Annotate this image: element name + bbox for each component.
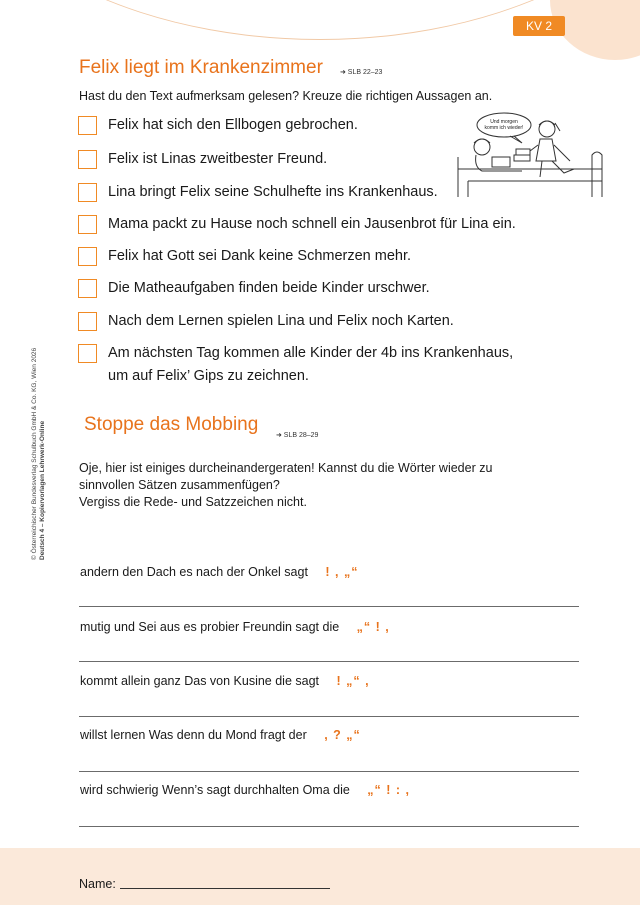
statement-text: Mama packt zu Hause noch schnell ein Jausenbrot für Lina ein. (108, 216, 516, 232)
scrambled-words: wird schwierig Wenn’s sagt durchhalten Oma die (80, 783, 350, 797)
statement-item (78, 150, 327, 171)
speech-bubble-line2: komm ich wieder! (484, 125, 524, 131)
series-line: Deutsch 4 – Kopiervorlagen Lehrwerk-Online (39, 420, 46, 560)
statement-text: Felix hat sich den Ellbogen gebrochen. (108, 117, 358, 133)
answer-line[interactable] (79, 771, 579, 772)
statement-checkbox[interactable] (78, 183, 97, 202)
statement-text: Lina bringt Felix seine Schulhefte ins Krankenhaus. (108, 184, 438, 200)
name-label: Name: (79, 877, 116, 891)
scrambled-words: mutig und Sei aus es probier Freundin sagt die (80, 620, 340, 634)
answer-line[interactable] (79, 661, 579, 662)
section2-instruction-line2: sinnvollen Sätzen zusammenfügen? (79, 478, 280, 492)
speech-bubble-line1: Und morgen (490, 119, 518, 125)
copyright-credit (31, 348, 47, 560)
statement-text: Felix hat Gott sei Dank keine Schmerzen mehr. (108, 248, 412, 264)
statement-text: Felix ist Linas zweitbester Freund. (108, 151, 328, 167)
section2-reference: ➜ SLB 28–29 (276, 432, 319, 439)
scrambled-words: willst lernen Was denn du Mond fragt der (80, 728, 307, 742)
statement-checkbox[interactable] (78, 247, 97, 266)
worksheet-badge: KV 2 (513, 16, 565, 36)
statement-item (78, 344, 513, 388)
section2-instruction (79, 460, 492, 511)
answer-line[interactable] (79, 716, 579, 717)
punctuation-hint: „“ ! : , (367, 783, 411, 797)
copyright-line: © Österreichischer Bundesverlag Schulbuch GmbH & Co. KG, Wien 2026 (31, 347, 38, 560)
punctuation-hint: „“ ! , (356, 620, 390, 634)
statement-item (78, 116, 358, 137)
section2-title: Stoppe das Mobbing (84, 414, 259, 435)
exercise-row (80, 565, 359, 579)
punctuation-hint: , ? „“ (324, 728, 361, 742)
hospital-visit-illustration (452, 111, 604, 203)
exercise-row (80, 728, 361, 742)
statement-item (78, 183, 438, 204)
statement-item (78, 215, 516, 236)
punctuation-hint: ! , „“ (325, 565, 359, 579)
name-input-line[interactable] (120, 888, 330, 889)
answer-line[interactable] (79, 606, 579, 607)
punctuation-hint: ! „“ , (336, 674, 370, 688)
statement-checkbox[interactable] (78, 116, 97, 135)
statement-item (78, 312, 454, 333)
section1-instruction: Hast du den Text aufmerksam gelesen? Kreuze die richtigen Aussagen an. (79, 89, 493, 103)
exercise-row (80, 620, 390, 634)
exercise-row (80, 674, 370, 688)
section2-instruction-line3: Vergiss die Rede- und Satzzeichen nicht. (79, 495, 307, 509)
statement-item (78, 247, 411, 268)
statement-text: Die Matheaufgaben finden beide Kinder urschwer. (108, 280, 430, 296)
statement-text: Am nächsten Tag kommen alle Kinder der 4b ins Krankenhaus, um auf Felix’ Gips zu zeichnen. (108, 345, 514, 384)
statement-checkbox[interactable] (78, 150, 97, 169)
section1-reference: ➜ SLB 22–23 (340, 69, 383, 76)
scrambled-words: kommt allein ganz Das von Kusine die sagt (80, 674, 320, 688)
statement-checkbox[interactable] (78, 312, 97, 331)
exercise-row (80, 783, 410, 797)
statement-checkbox[interactable] (78, 215, 97, 234)
section1-title: Felix liegt im Krankenzimmer (79, 57, 323, 78)
statement-item (78, 279, 430, 300)
section2-instruction-line1: Oje, hier ist einiges durcheinandergeraten! Kannst du die Wörter wieder zu (79, 461, 493, 475)
statement-checkbox[interactable] (78, 279, 97, 298)
statement-text: Nach dem Lernen spielen Lina und Felix noch Karten. (108, 313, 454, 329)
statement-checkbox[interactable] (78, 344, 97, 363)
answer-line[interactable] (79, 826, 579, 827)
scrambled-words: andern den Dach es nach der Onkel sagt (80, 565, 308, 579)
